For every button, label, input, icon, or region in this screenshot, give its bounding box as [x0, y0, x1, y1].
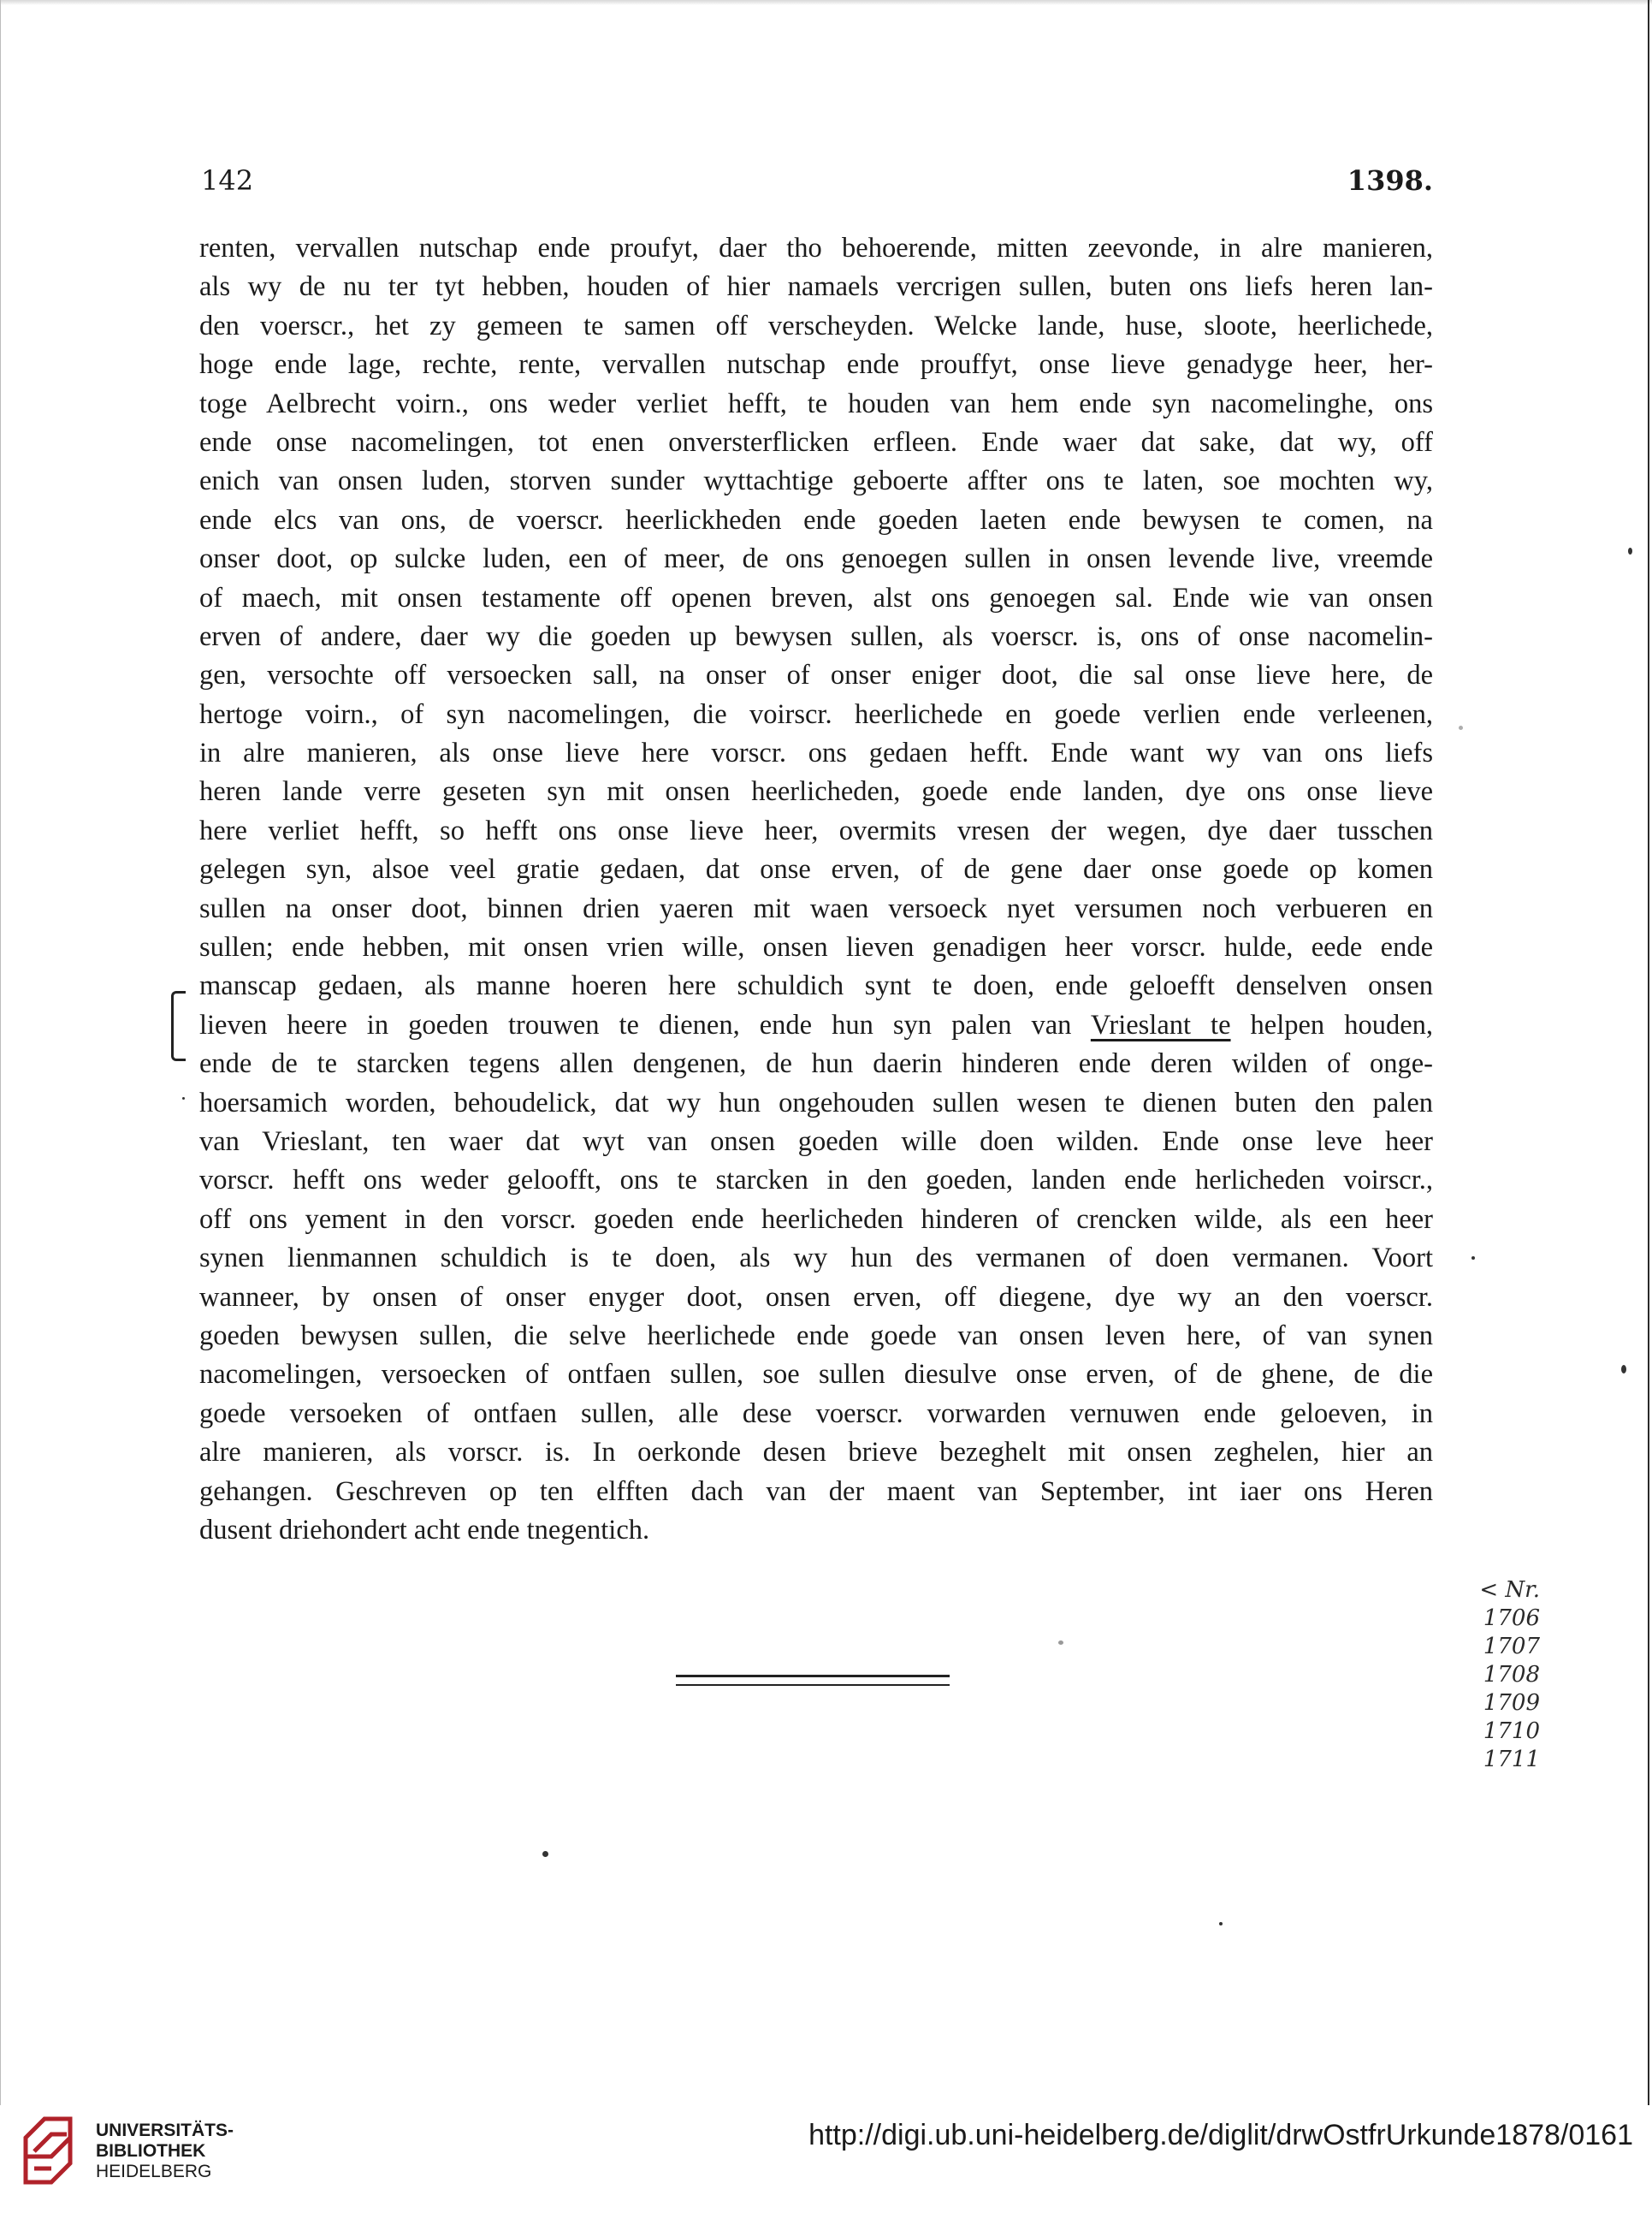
text-line: toge Aelbrecht voirn., ons weder verliet hefft, te houden van hem ende syn nacomelinghe, ons — [199, 388, 1433, 419]
text-line: sullen na onser doot, binnen drien yaeren mit waen versoeck nyet versumen noch verbueren en — [199, 893, 1433, 924]
source-url-link[interactable]: http://digi.ub.uni-heidelberg.de/diglit/drwOstfrUrkunde1878/0161 — [808, 2119, 1633, 2151]
text-line: here verliet hefft, so hefft ons onse lieve heer, overmits vresen der wegen, dye daer tusschen — [199, 815, 1433, 846]
ink-speck — [1058, 1640, 1063, 1645]
text-line: hoge ende lage, rechte, rente, vervallen nutschap ende prouffyt, onse lieve genadyge heer, her- — [199, 349, 1433, 381]
text-line: off ons yement in den vorscr. goeden ende heerlicheden hinderen of crencken wilde, als een heer — [199, 1203, 1433, 1235]
text-line-underlined: lieven heere in goeden trouwen te dienen, ende hun syn palen van Vrieslant te helpen houden, — [199, 1009, 1434, 1041]
text-line: in alre manieren, als onse lieve here vorscr. ons gedaen hefft. Ende want wy van ons liefs — [199, 738, 1433, 769]
handwritten-note: 1708 — [1483, 1662, 1540, 1688]
ink-speck — [1621, 1365, 1626, 1373]
ink-speck — [1628, 548, 1632, 555]
library-name-line: BIBLIOTHEK — [96, 2141, 206, 2161]
page-header — [201, 164, 1433, 209]
ink-speck — [1459, 726, 1463, 730]
text-line: als wy de nu ter tyt hebben, houden of hier namaels vercrigen sullen, buten ons liefs heren lan- — [199, 271, 1433, 303]
ink-speck — [542, 1851, 548, 1857]
handwritten-margin-notes — [1420, 1576, 1540, 1774]
text-line: synen lienmannen schuldich is te doen, als wy hun des vermanen of doen vermanen. Voort — [199, 1243, 1433, 1274]
document-body — [199, 229, 1433, 1550]
underlined-phrase: Vrieslant te — [1090, 1009, 1231, 1041]
text-line: den voerscr., het zy gemeen te samen off verscheyden. Welcke lande, huse, sloote, heerlichede, — [199, 310, 1433, 341]
text-line: ende de te starcken tegens allen dengenen, de hun daerin hinderen ende deren wilden of onge- — [199, 1048, 1433, 1080]
text-line: dusent driehondert acht ende tnegentich. — [199, 1514, 650, 1546]
library-name-line: HEIDELBERG — [96, 2162, 212, 2181]
text-line: hoersamich worden, behoudelick, dat wy hun ongehouden sullen wesen te dienen buten den palen — [199, 1087, 1433, 1118]
ink-speck — [1219, 1922, 1223, 1925]
text-line: ende elcs van ons, de voerscr. heerlickheden ende goeden laeten ende bewysen te comen, na — [199, 504, 1433, 536]
library-name-line: UNIVERSITÄTS- — [96, 2121, 234, 2140]
text-line: gehangen. Geschreven op ten elfften dach van der maent van September, int iaer ons Heren — [199, 1475, 1433, 1507]
text-line: of maech, mit onsen testamente off openen breven, alst ons genoegen sal. Ende wie van onsen — [199, 582, 1433, 614]
text-line: gen, versochte off versoecken sall, na onser of onser eniger doot, die sal onse lieve here, de — [199, 660, 1433, 691]
scan-border-right — [1648, 0, 1649, 2105]
margin-bracket-mark — [171, 991, 186, 1061]
text-line: sullen; ende hebben, mit onsen vrien wille, onsen lieven genadigen heer vorscr. hulde, eede ende — [199, 932, 1433, 964]
text-line: goeden bewysen sullen, die selve heerlichede ende goede van onsen leven here, of van synen — [199, 1320, 1433, 1351]
handwritten-note: 1711 — [1483, 1747, 1540, 1772]
text-line: vorscr. hefft ons weder geloofft, ons te starcken in den goeden, landen ende herlicheden voirscr., — [199, 1165, 1433, 1196]
text-line: renten, vervallen nutschap ende proufyt, daer tho behoerende, mitten zeevonde, in alre manieren, — [199, 233, 1433, 264]
handwritten-note: 1710 — [1483, 1718, 1540, 1744]
text-line: onser doot, op sulcke luden, een of meer, de ons genoegen sullen in onsen levende live, vreemde — [199, 543, 1433, 575]
text-line: enich van onsen luden, storven sunder wyttachtige geboerte affter ons te laten, soe mochten wy, — [199, 466, 1433, 497]
page-year: 1398. — [1347, 164, 1433, 197]
library-name — [96, 2121, 234, 2182]
ink-speck — [1471, 1256, 1475, 1260]
handwritten-note: 1707 — [1483, 1634, 1540, 1659]
text-line: gelegen syn, alsoe veel gratie gedaen, dat onse erven, of de gene daer onse goede op komen — [199, 854, 1433, 886]
handwritten-note: 1709 — [1483, 1690, 1540, 1716]
text-line: van Vrieslant, ten waer dat wyt van onsen goeden wille doen wilden. Ende onse leve heer — [199, 1125, 1433, 1157]
library-logo-icon — [19, 2112, 80, 2189]
text-line: manscap gedaen, als manne hoeren here schuldich synt te doen, ende geloefft denselven onsen — [199, 970, 1433, 1002]
scan-edge — [0, 0, 1652, 5]
text-line: nacomelingen, versoecken of ontfaen sullen, soe sullen diesulve onse erven, of de ghene, de die — [199, 1359, 1433, 1391]
text-line: alre manieren, als vorscr. is. In oerkonde desen brieve bezeghelt mit onsen zeghelen, hier an — [199, 1437, 1433, 1468]
text-line: ende onse nacomelingen, tot enen onversterflicken erfleen. Ende waer dat sake, dat wy, off — [199, 426, 1433, 458]
handwritten-note: < Nr. 1706 — [1479, 1577, 1540, 1631]
scan-border-left — [0, 0, 1, 2105]
ink-speck — [182, 1097, 185, 1100]
text-line: heren lande verre geseten syn mit onsen heerlicheden, goede ende landen, dye ons onse lieve — [199, 776, 1433, 808]
text-line: goede versoeken of ontfaen sullen, alle dese voerscr. vorwarden vernuwen ende geloeven, in — [199, 1397, 1433, 1429]
text-line: wanneer, by onsen of onser enyger doot, onsen erven, off diegene, dye wy an den voerscr. — [199, 1281, 1433, 1313]
page-number: 142 — [201, 164, 254, 197]
end-rule — [676, 1675, 950, 1686]
text-line: erven of andere, daer wy die goeden up bewysen sullen, als voerscr. is, ons of onse nacomelin- — [199, 620, 1433, 652]
text-line: hertoge voirn., of syn nacomelingen, die voirscr. heerlichede en goede verlien ende verleenen, — [199, 698, 1433, 730]
